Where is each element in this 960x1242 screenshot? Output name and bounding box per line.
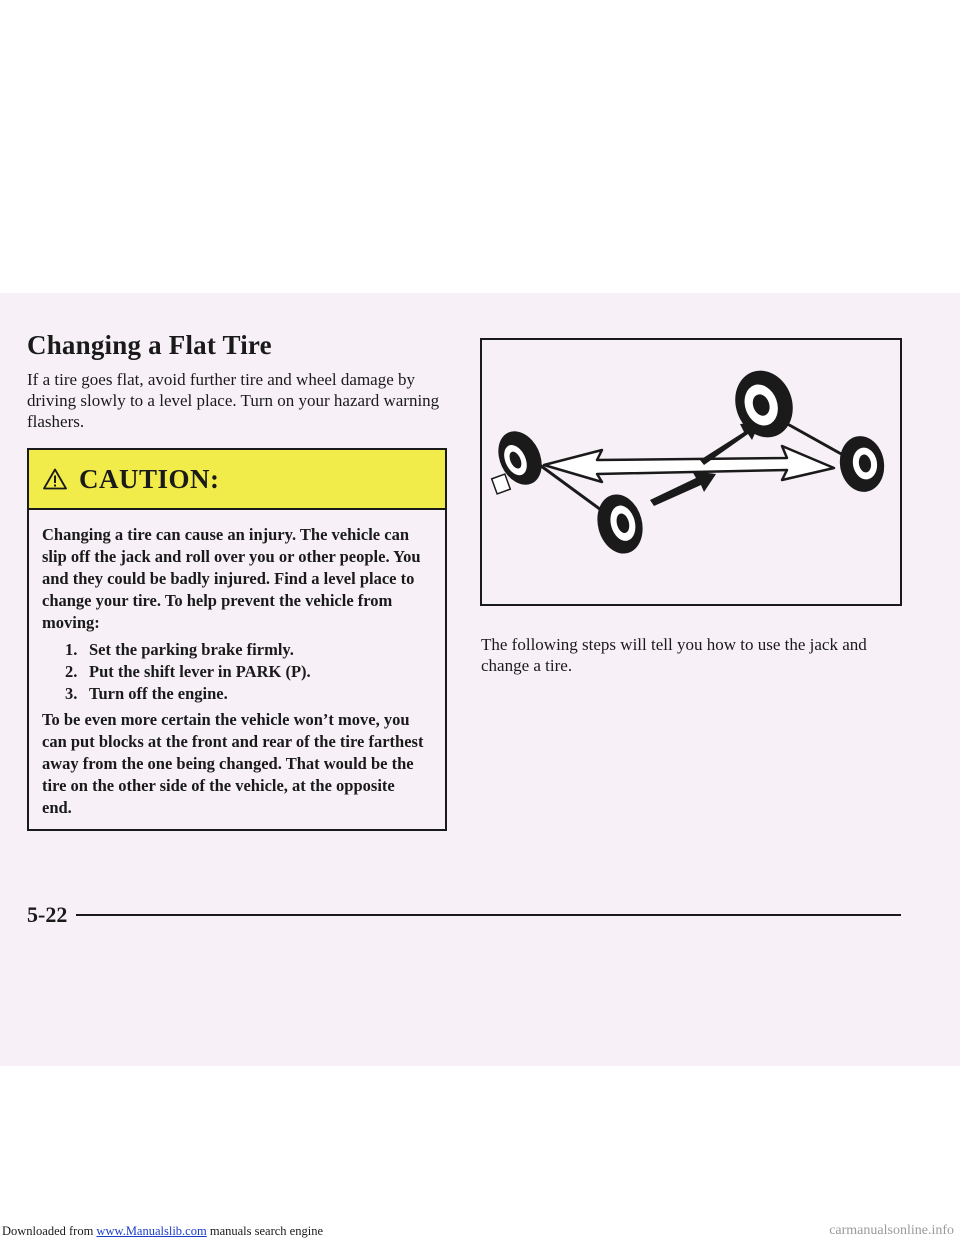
tire-top — [726, 362, 802, 445]
caution-paragraph-2: To be even more certain the vehicle won’t move, you can put blocks at the front and rear of the tire farthest away from the one being changed. That would be the tire on the other side of the vehicle, at the opposite end. — [42, 710, 424, 817]
instruction-paragraph: The following steps will tell you how to use the jack and change a tire. — [481, 635, 867, 675]
caution-paragraph-1: Changing a tire can cause an injury. The vehicle can slip off the jack and roll over you or other people. You and they could be badly injured. Find a level place to change your tire. To help prevent the vehicle from moving: — [42, 525, 421, 632]
download-prefix: Downloaded from — [2, 1224, 97, 1238]
tire-bottom — [591, 489, 649, 558]
caution-label: CAUTION: — [79, 463, 220, 494]
step-number: 3. — [65, 684, 78, 703]
intro-paragraph: If a tire goes flat, avoid further tire and wheel damage by driving slowly to a level place. Turn on your hazard warning flashers. — [27, 370, 440, 431]
manualslib-link[interactable]: www.Manualslib.com — [96, 1224, 207, 1238]
step-text: Put the shift lever in PARK (P). — [89, 662, 311, 681]
caution-header — [29, 450, 445, 510]
watermark-text: carmanualsonline.info — [829, 1223, 954, 1238]
tire-rotation-figure — [480, 338, 902, 606]
cross-arrow — [544, 446, 834, 482]
caution-steps — [42, 639, 427, 705]
page-number: 5-22 — [27, 902, 68, 927]
caution-body — [29, 510, 445, 819]
download-suffix: manuals search engine — [206, 1224, 323, 1238]
step-text: Set the parking brake firmly. — [89, 640, 294, 659]
warning-triangle-icon — [43, 468, 67, 490]
rotation-arrow-lower — [650, 471, 716, 506]
step-text: Turn off the engine. — [89, 684, 228, 703]
caution-step — [65, 661, 427, 683]
caution-step — [65, 683, 427, 705]
caution-box — [27, 448, 447, 831]
tire-rotation-illustration — [482, 340, 900, 604]
tire-right — [835, 433, 888, 496]
jack-block — [492, 474, 511, 494]
download-note — [2, 1224, 323, 1239]
step-number: 2. — [65, 662, 78, 681]
footer-rule — [76, 914, 901, 916]
step-number: 1. — [65, 640, 78, 659]
page-title: Changing a Flat Tire — [27, 330, 272, 360]
caution-step — [65, 639, 427, 661]
download-footer — [0, 1222, 960, 1242]
